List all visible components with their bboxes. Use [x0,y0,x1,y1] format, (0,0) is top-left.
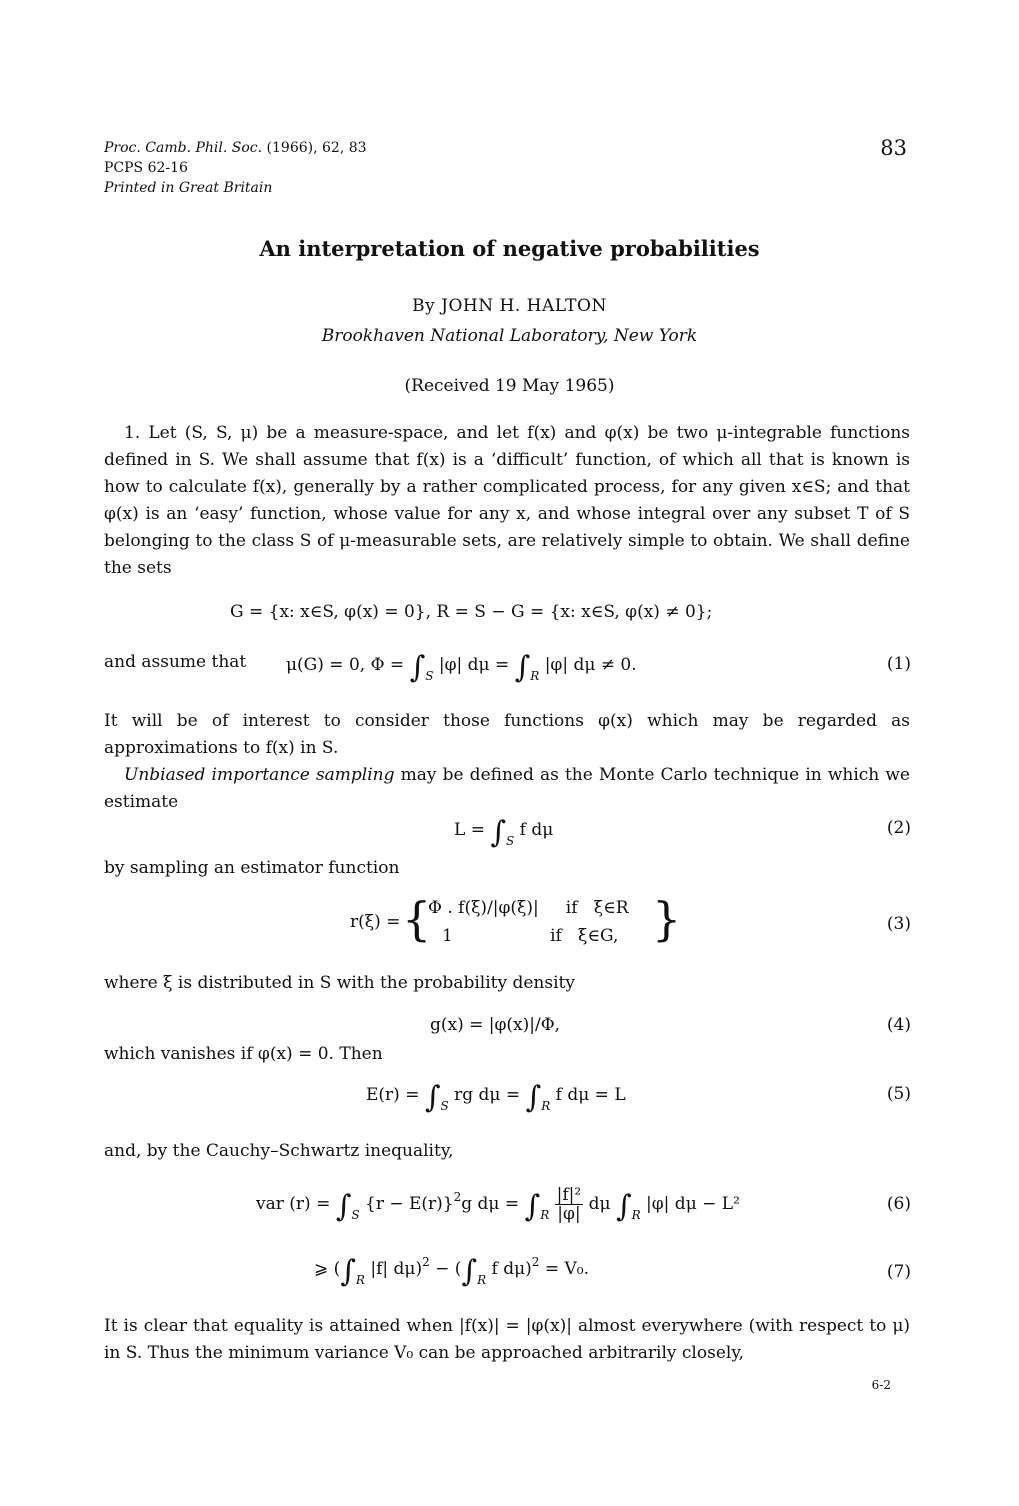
equation-4: g(x) = |φ(x)|/Φ, [430,1015,561,1035]
paragraph-8: It is clear that equality is attained when |f(x)| = |φ(x)| almost everywhere (with respect to μ) in S. Thus the minimum variance V₀ can be approached arbitrarily closely, [104,1316,910,1363]
paragraph-6: which vanishes if φ(x) = 0. Then [104,1044,383,1064]
paragraph-5: where ξ is distributed in S with the probability density [104,973,575,993]
equation-number-4: (4) [886,1015,911,1035]
equation-number-3: (3) [886,914,911,934]
journal-code: PCPS 62-16 [104,160,188,176]
equation-number-2: (2) [886,818,911,838]
equation-2: $L = \int_S$ f dμ [454,815,554,850]
paragraph-2: It will be of interest to consider those functions φ(x) which may be regarded as approximations to f(x) in S. [104,711,910,758]
equation-7: ⩾ ($\int_R$ |f| $d\mu)^2 - (\int_R$ f dμ)$^2$ = V₀. [314,1254,589,1289]
equation-3-case-2: 1 if ξ∈G, [442,926,619,946]
journal-name: Proc. Camb. Phil. Soc. [104,140,263,156]
article-author: By JOHN H. HALTON [412,296,607,316]
equation-number-1: (1) [886,654,911,674]
equation-3-lhs: r(ξ) = [350,912,401,932]
right-brace: } [652,892,682,946]
equation-5: $E(r) = \int_S$ rg $d\mu = \int_R$ f dμ = L [366,1080,626,1115]
equation-number-5: (5) [886,1084,911,1104]
paragraph-4: by sampling an estimator function [104,858,400,878]
equation-1: μ(G) = 0, $\Phi = \int_S$ |φ| $d\mu = \int_R$ |φ| dμ ≠ 0. [286,650,637,685]
signature-mark: 6-2 [871,1378,891,1392]
equation-number-7: (7) [886,1262,911,1282]
paragraph-3: Unbiased importance sampling may be defined as the Monte Carlo technique in which we estimate [104,765,910,812]
author-affiliation: Brookhaven National Laboratory, New York [321,326,698,346]
left-brace: { [402,892,432,946]
journal-header [104,138,367,198]
equation-6: var $(r) = \int_S$ $\{r - E(r)\}^2g$ $d\mu = \int_R$ $\frac{\text{|f|²}}{|\varphi|}$ dμ $\int_R$ |φ| dμ − L² [256,1185,740,1224]
printed-in: Printed in Great Britain [104,180,273,196]
equation-number-6: (6) [886,1194,911,1214]
page-number: 83 [880,136,907,160]
equation-sets: G = {x: x∈S, φ(x) = 0}, R = S − G = {x: x∈S, φ(x) ≠ 0}; [230,602,713,622]
assume-text: and assume that [104,652,247,672]
received-date: (Received 19 May 1965) [404,376,615,396]
article-title: An interpretation of negative probabilities [259,236,760,261]
paragraph-7: and, by the Cauchy–Schwartz inequality, [104,1141,454,1161]
equation-3-case-1: Φ . f(ξ)/|φ(ξ)| if ξ∈R [428,898,629,918]
paragraph-1: 1. Let (S, S, μ) be a measure-space, and let f(x) and φ(x) be two μ-integrable functions defined in S. We shall assume that f(x) is a ‘difficult’ function, of which all that is known is how to calculate f(x), generally by a rather complicated process, for any given x∈S; and that φ(x) is an ‘easy’ function, whose value for any x, and whose integral over any subset T of S belonging to the class S of μ-measurable sets, are relatively simple to obtain. We shall define the sets [104,423,910,578]
journal-volume: (1966), 62, 83 [266,140,367,156]
